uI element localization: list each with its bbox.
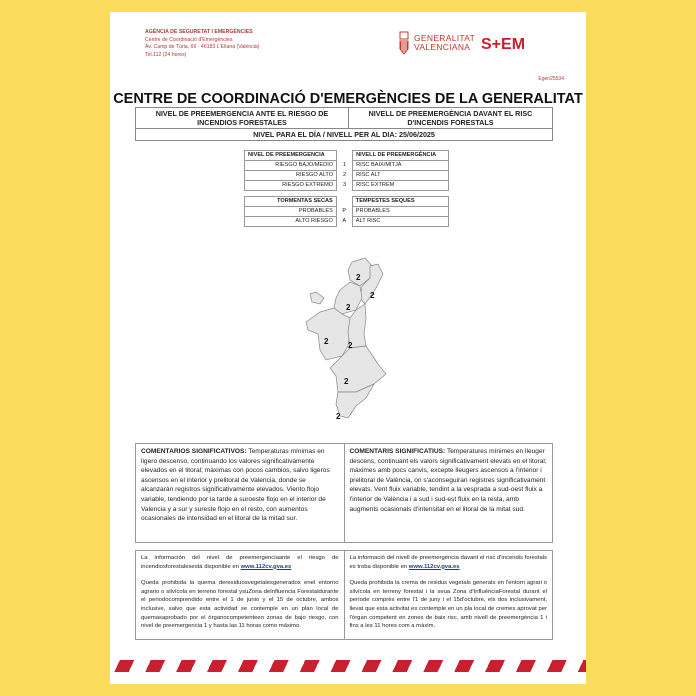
legend-row [245,207,449,217]
page-title: CENTRE DE COORDINACIÓ D'EMERGÈNCIES DE LA GENERALITAT [113,91,583,107]
legend-code: 3 [337,181,353,191]
gv-line2: VALENCIANA [414,42,471,52]
legend-es: RIESGO ALTO [245,171,337,181]
map-level: 2 [346,303,351,312]
info-es [136,551,344,639]
info-box [135,550,553,640]
generalitat-logo [398,30,475,56]
comments-es [136,444,344,542]
phone: Tel.112 (24 hores) [145,51,187,58]
map-level: 2 [370,291,375,300]
legend-row [245,217,449,227]
comments-es-text: Temperaturas mínimas en ligero descenso, continuando los valores significativamente elevados en el litoral; máximas con pocos cambios, salvo ligeros ascensos en el interior y prelitoral de Valencia, donde se alcanzarán registros significativamente elevados. Viento flojo variable, tendiendo por la tarde a suroeste flojo en el interior de Valencia y a sur y sureste flojo en el resto, con aumentos ocasionales de intensidad en el litoral de la mitad sur. [141,448,330,523]
gv-line1: GENERALITAT [414,32,476,43]
info-va [344,551,553,639]
legend-es: RIESGO EXTREMO [245,181,337,191]
legend-code: 1 [337,161,353,171]
comments-box [135,443,553,543]
comments-va-label: COMENTARIS SIGNIFICATIUS: [349,448,446,455]
storm-header-va: TEMPESTES SEQUES [352,197,448,207]
header-es: NIVEL DE PREEMERGENCIA ANTE EL RIESGO DE INCENDIOS FORESTALES [136,108,349,129]
comments-va-text: Temperatures mínimes en lleuger descens, continuant els valors significativament elevats en el litoral; màximes amb pocs canvis, excepte lleugers ascensos a l'interior i prelitoral de València, on s'aconseguiran registres significativament elevats. Vent fluix variable, tendint a la vesprada a sud-oest fluix a l'interior de València i a sud i sud-est fluix en la resta, amb augments ocasionals d'intensitat en el litoral de la mitat sud. [349,448,547,513]
legend-row [245,181,449,191]
level-date: NIVEL PARA EL DÍA / NIVELL PER AL DIA: 25/06/2025 [136,129,553,141]
legend-va: PROBABLES [352,207,448,217]
legend-header-va: NIVELL DE PREEMERGÈNCIA [353,151,449,161]
map-level: 2 [336,412,341,421]
sem-logo: S+EM [481,36,526,53]
agency-name: AGÈNCIA DE SEGURETAT I EMERGÈNCIES [145,29,253,35]
comments-es-label: COMENTARIOS SIGNIFICATIVOS: [141,448,247,455]
legend-va: RISC EXTREM [353,181,449,191]
website-link[interactable]: www.112cv.gva.es [240,563,292,570]
legend-va: ALT RISC [352,217,448,227]
legend-code: P [336,207,352,217]
info-es-p1: La información del nivel de preemergenciaante el riesgo de incendiosforestalesestá disponible en [141,555,339,570]
storm-header-es: TORMENTAS SECAS [245,197,337,207]
level-header-table [135,107,553,141]
info-va-p2: Queda prohibida la crema de residus vegetals generats en l'entorn agrari o silvícola en terreny forestal i la seua Zona d'InfluènciaForestal durant el període comprès entre l'1 de juny i el 15d'octubre, els dos inclusivament, llevat que esta activitat es contemple en un pla local de cremes aprovat per l'òrgan competent en zones de baix risc, amb nivell de preemergència 1 i fins a les 11 hores com a màxim. [349,580,547,630]
region-map [290,252,400,422]
bulletin-page [110,12,586,684]
zone-islet [310,292,324,304]
legend-va: RISC BAIX/MITJÀ [353,161,449,171]
storms-legend [244,196,449,227]
map-level: 2 [348,341,353,350]
legend-va: RISC ALT [353,171,449,181]
info-es-p2: Queda prohibida la quema deresiduosvegetalesgenerados enel entorno agrario o silvícola en terreno forestal ysuZona deInfluencia Forestaldurante el periodocomprendido entre el 1 de junio y el 15 de octubre, ambos inclusive, salvo que esta actividad se contemple en un plan local de quemasaprobado por el órganocompetenteen zonas de bajo riesgo, con nivel de preemergencia 1 y hasta las 11 horas como máximo. [141,580,339,630]
legend-row [245,171,449,181]
document-code: Egen25534 [538,76,564,82]
legend-code: 2 [337,171,353,181]
legend-row [245,161,449,171]
info-va-p1: La informació del nivell de preemergència davant el risc d'incendis forestals es troba disponible en [349,555,547,570]
legend-code: A [336,217,352,227]
zone-valencia-interior [306,308,350,360]
legend-header-es: NIVEL DE PREEMERGENCIA [245,151,337,161]
address: Av. Camp de Túria, 66 · 46183 L'Eliana (València) [145,44,260,50]
map-level: 2 [344,377,349,386]
red-stripe-border [110,660,586,672]
comments-va [344,444,553,542]
map-level: 2 [324,337,329,346]
website-link[interactable]: www.112cv.gva.es [408,563,460,570]
agency-header [145,29,260,59]
levels-legend [244,150,449,191]
legend-es: ALTO RIESGO [245,217,337,227]
legend-es: RIESGO BAJO/MEDIO [245,161,337,171]
legend-es: PROBABLES [245,207,337,217]
header-va: NIVELL DE PREEMERGÈNCIA DAVANT EL RISC D'INCENDIS FORESTALS [348,108,552,129]
map-level: 2 [356,273,361,282]
centre-name: Centre de Coordinació d'Emergències [145,36,233,43]
crest-icon [398,30,410,56]
